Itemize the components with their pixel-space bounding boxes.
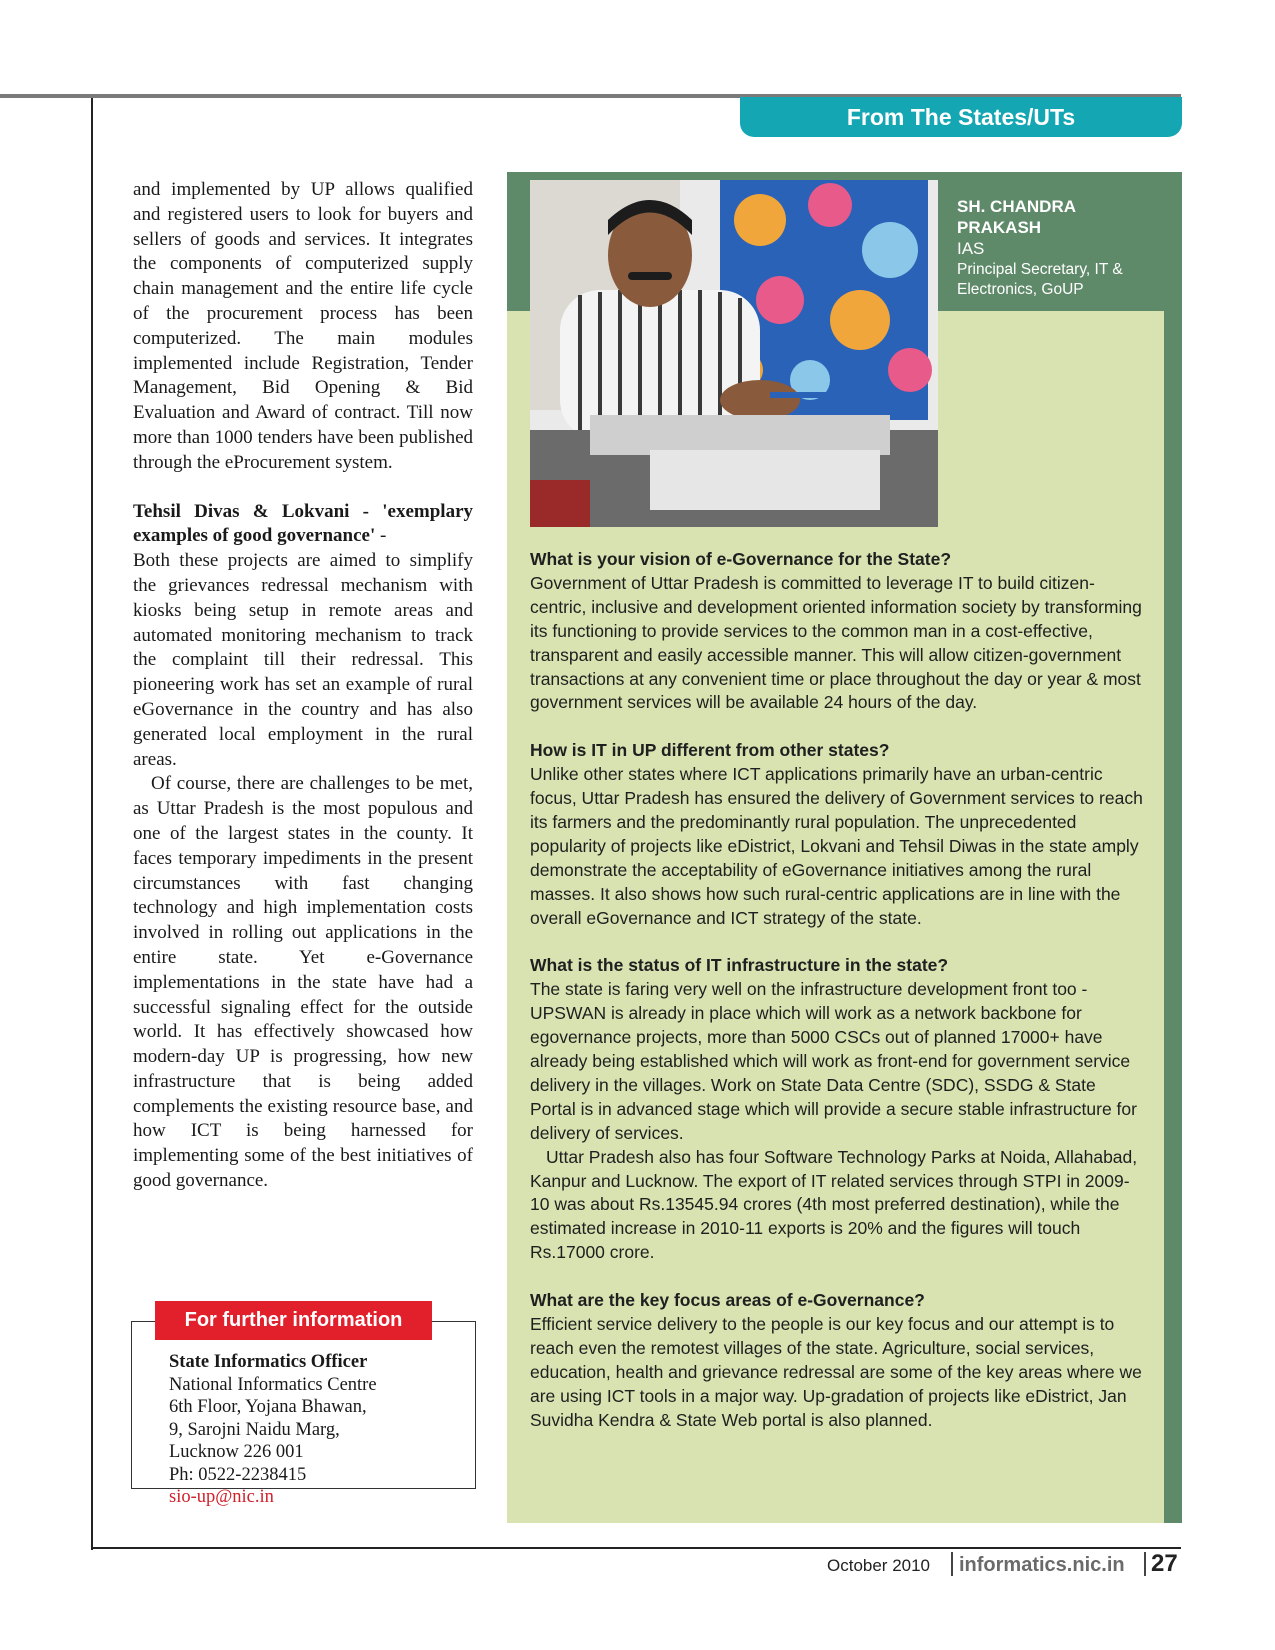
portrait-photo [530, 180, 938, 527]
profile-caption [957, 196, 1167, 300]
profile-service: IAS [957, 239, 985, 258]
left-column [133, 178, 473, 1194]
answer: Unlike other states where ICT applications primarily have an urban-centric focus, Uttar Pradesh has ensured the delivery of Government services to reach its farmers and the predominantly rural population. The unprecedented popularity of projects like eDistrict, Lokvani and Tehsil Diwas in the state amply demonstrate the acceptability of eGovernance initiatives among the rural masses. It also shows how such rural-centric applications are in line with the overall eGovernance and ICT strategy of the state. [530, 764, 1143, 928]
footer-divider [951, 1552, 953, 1576]
answer: Efficient service delivery to the people is our key focus and our attempt is to reach even the remotest villages of the state. Agriculture, social services, education, health and grievance redressal are some of the key areas where we are using ICT tools in a major way. Up-gradation of projects like eDistrict, Jan Suvidha Kendra & State Web portal is also planned. [530, 1313, 1142, 1430]
subheading: Tehsil Divas & Lokvani - 'exemplary examples of good governance' [133, 500, 473, 547]
profile-name: PRAKASH [957, 218, 1042, 237]
contact-line: 6th Floor, Yojana Bhawan, [169, 1397, 367, 1417]
contact-line: Lucknow 226 001 [169, 1442, 304, 1462]
body-paragraph: Of course, there are challenges to be met, as Uttar Pradesh is the most populous and one of the largest states in the county. It faces temporary impediments in the present circumstances with fast changing technology and high implementation costs involved in rolling out applications in the entire state. Yet e-Governance implementations in the state have had a successful signaling effect for the outside world. It has effectively showcased how modern-day UP is progressing, how new infrastructure that is being added complements the existing resource base, and how ICT is being harnessed for implementing some of the best initiatives of good governance. [133, 773, 473, 1192]
profile-role: Principal Secretary, IT & Electronics, GoUP [957, 261, 1123, 298]
page-number: 27 [1151, 1550, 1178, 1577]
contact-phone: Ph: 0522-2238415 [169, 1464, 307, 1485]
bottom-rule [91, 1547, 1181, 1549]
info-box-label: For further information [155, 1301, 432, 1340]
contact-email-link[interactable]: sio-up@nic.in [169, 1487, 274, 1507]
body-paragraph: and implemented by UP allows qualified and registered users to look for buyers and sellers of goods and services. It integrates the components of computerized supply chain management and the entire life cycle of the procurement process has been computerized. The main modules implemented include Registration, Tender Management, Bid Opening & Bid Evaluation and Award of contract. Till now more than 1000 tenders have been published through the eProcurement system. [133, 179, 473, 473]
section-tab: From The States/UTs [740, 97, 1182, 137]
page-footer [820, 1550, 1182, 1584]
site-link[interactable]: informatics.nic.in [959, 1554, 1125, 1576]
contact-details [169, 1351, 469, 1509]
answer: Government of Uttar Pradesh is committed to leverage IT to build citizen-centric, inclusive and development oriented information society by transforming its functioning to provide services to the common man in a cost-effective, transparent and easily accessible manner. This will allow citizen-government transactions at any convenient time or place throughout the day or year & most government services will be available 24 hours of the day. [530, 572, 1142, 713]
subhead-paragraph: Tehsil Divas & Lokvani - 'exemplary examples of good governance' - [133, 500, 473, 547]
contact-line: 9, Sarojni Naidu Marg, [169, 1419, 340, 1440]
contact-title: State Informatics Officer [169, 1352, 368, 1372]
answer: Uttar Pradesh also has four Software Technology Parks at Noida, Allahabad, Kanpur and Lucknow. The export of IT related services through STPI in 2009-10 was about Rs.13545.94 crores (4th most preferred destination), while the estimated increase in 2010-11 exports is 20% and the figures will touch Rs.17000 crore. [530, 1146, 1138, 1263]
question: What is the status of IT infrastructure in the state? [530, 955, 949, 976]
answer: The state is faring very well on the infrastructure development front too - UPSWAN is already in place which will work as a network backbone for egovernance projects, more than 5000 CSCs out of planned 17000+ have already being established which will work as front-end for government service delivery in the villages. Work on State Data Centre (SDC), SSDG & State Portal is in advanced stage which will provide a secure stable infrastructure for delivery of services. [530, 979, 1137, 1143]
body-paragraph: Both these projects are aimed to simplify the grievances redressal mechanism with kiosks being setup in remote areas and automated monitoring mechanism to track the complaint till their redressal. This pioneering work has set an example of rural eGovernance in the country and has also generated local employment in the rural areas. [133, 550, 473, 770]
contact-line: National Informatics Centre [169, 1374, 377, 1395]
profile-name: SH. CHANDRA [957, 197, 1076, 216]
left-margin-rule [91, 98, 93, 1550]
issue-date: October 2010 [827, 1556, 931, 1575]
question: How is IT in UP different from other states? [530, 740, 890, 761]
footer-divider [1144, 1552, 1146, 1576]
question: What is your vision of e-Governance for the State? [530, 549, 952, 569]
interview-qa [530, 548, 1145, 1432]
question: What are the key focus areas of e-Governance? [530, 1290, 925, 1311]
